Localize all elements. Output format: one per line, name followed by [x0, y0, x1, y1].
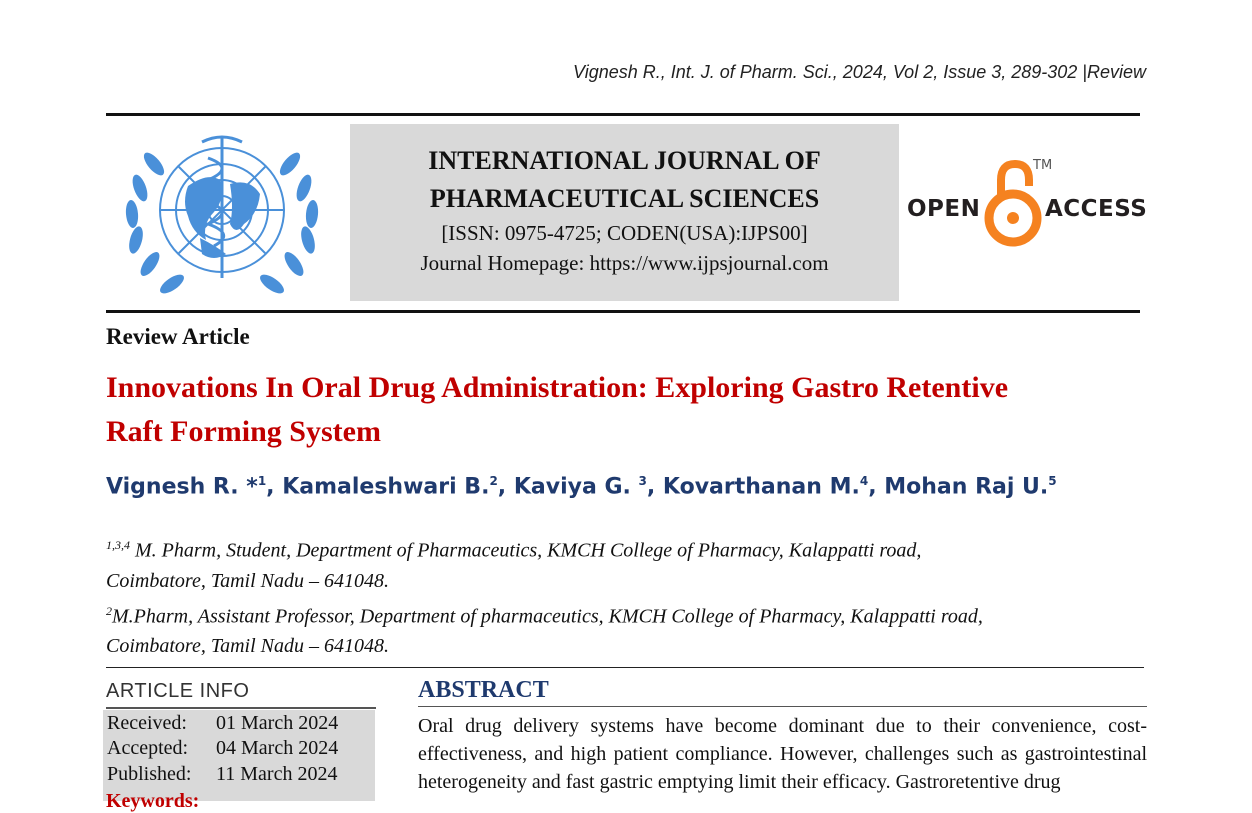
header-top-rule	[106, 113, 1140, 116]
journal-title	[350, 142, 899, 218]
article-title	[106, 366, 1146, 454]
open-access-left-text: OPEN	[907, 196, 981, 222]
citation-header: Vignesh R., Int. J. of Pharm. Sci., 2024, Vol 2, Issue 3, 289-302 |Review	[573, 62, 1146, 82]
affiliation-number: 2	[106, 603, 112, 618]
article-info-label: Published:	[107, 763, 192, 785]
journal-masthead	[350, 124, 899, 301]
article-info-value: 01 March 2024	[216, 712, 339, 734]
article-info-heading: ARTICLE INFO	[106, 680, 250, 702]
author-name: Kamaleshwari B.	[282, 474, 490, 500]
article-title-line-2: Raft Forming System	[106, 415, 381, 448]
affiliation-line: M.Pharm, Assistant Professor, Department of pharmaceutics, KMCH College of Pharmacy, Kalappatti road,	[112, 605, 983, 628]
journal-homepage: Journal Homepage: https://www.ijpsjournal.com	[420, 251, 829, 275]
author-affiliation-number: 5	[1048, 474, 1057, 488]
affiliation-block	[106, 530, 1146, 661]
author-separator: ,	[646, 474, 663, 500]
author-separator: ,	[266, 474, 283, 500]
author-name: Kaviya G.	[513, 474, 639, 500]
article-info-label: Received:	[107, 712, 187, 734]
journal-title-line-2: PHARMACEUTICAL SCIENCES	[429, 184, 820, 213]
section-divider	[106, 667, 1144, 668]
author-affiliation-number: 2	[489, 474, 498, 488]
author-name: Mohan Raj U.	[884, 474, 1049, 500]
header-bottom-rule	[106, 310, 1140, 313]
author-affiliation-number: 4	[859, 474, 869, 488]
article-type: Review Article	[106, 324, 250, 349]
article-info-label: Accepted:	[107, 737, 189, 759]
affiliation-line: M. Pharm, Student, Department of Pharmaceutics, KMCH College of Pharmacy, Kalappatti road,	[130, 539, 922, 562]
affiliation-number: 1,3,4	[106, 538, 130, 552]
abstract-rule	[418, 706, 1147, 707]
article-info-value: 11 March 2024	[216, 763, 338, 785]
article-info-rule	[106, 707, 376, 709]
open-access-logo	[905, 156, 1148, 256]
author-separator: ,	[497, 474, 514, 500]
open-access-right-text: ACCESS	[1045, 196, 1148, 222]
trademark-label: TM	[1033, 158, 1053, 173]
affiliation-line: Coimbatore, Tamil Nadu – 641048.	[106, 635, 389, 658]
author-list	[106, 474, 1057, 499]
author-separator: ,	[868, 474, 885, 500]
article-info-row-received	[107, 712, 338, 735]
journal-emblem-logo	[118, 128, 326, 304]
journal-issn: [ISSN: 0975-4725; CODEN(USA):IJPS00]	[441, 221, 808, 245]
keywords-label: Keywords:	[106, 790, 200, 812]
author-affiliation-number: 1	[257, 474, 267, 488]
author-name: Kovarthanan M.	[662, 474, 860, 500]
article-title-line-1: Innovations In Oral Drug Administration: Exploring Gastro Retentive	[106, 371, 1009, 404]
journal-title-line-1: INTERNATIONAL JOURNAL OF	[428, 146, 821, 175]
abstract-heading: ABSTRACT	[418, 677, 549, 703]
abstract-text: Oral drug delivery systems have become dominant due to their convenience, cost-effectiveness, and high patient compliance. However, challenges such as gastrointestinal heterogeneity and fast gastric emptying limit their efficacy. Gastroretentive drug	[418, 715, 1147, 793]
author-name: Vignesh R. *	[106, 474, 258, 500]
article-info-row-published	[107, 763, 337, 786]
affiliation-line: Coimbatore, Tamil Nadu – 641048.	[106, 569, 389, 592]
article-info-value: 04 March 2024	[216, 737, 339, 759]
author-affiliation-number: 3	[638, 474, 647, 488]
article-info-row-accepted	[107, 737, 338, 760]
